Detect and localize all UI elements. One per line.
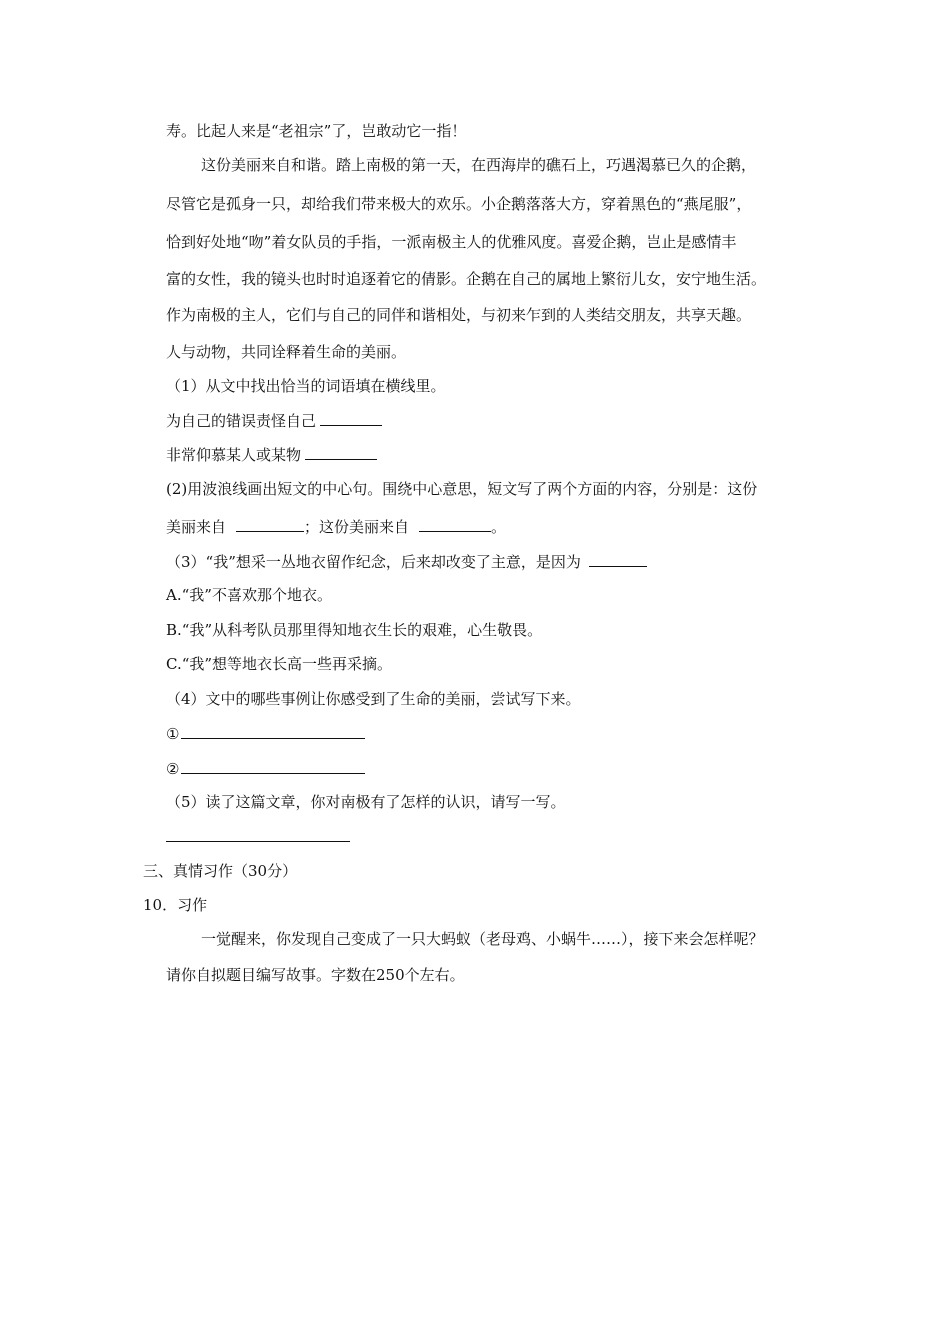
passage-line: 寿。比起人来是“老祖宗”了，岂敢动它一指！ <box>166 122 467 140</box>
question-3-option-a: A.“我”不喜欢那个地衣。 <box>166 586 332 604</box>
writing-prompt-line: 请你自拟题目编写故事。字数在250个左右。 <box>166 966 465 984</box>
passage-line: 恰到好处地“吻”着女队员的手指，一派南极主人的优雅风度。喜爱企鹅，岂止是感情丰 <box>166 233 737 251</box>
answer-blank[interactable] <box>320 410 382 426</box>
answer-blank[interactable] <box>236 516 304 532</box>
answer-blank[interactable] <box>181 723 365 739</box>
question-10-label: 10．习作 <box>143 896 208 914</box>
question-2-prompt-a: 美丽来自 <box>166 518 227 536</box>
question-1a-prompt: 为自己的错误责怪自己 <box>166 412 317 430</box>
section-heading: 三、真情习作（30分） <box>143 862 298 880</box>
question-4-item-1 <box>166 723 365 743</box>
answer-blank[interactable] <box>305 444 377 460</box>
answer-blank[interactable] <box>419 516 491 532</box>
writing-prompt-line: 一觉醒来，你发现自己变成了一只大蚂蚁（老母鸡、小蜗牛……），接下来会怎样呢？ <box>201 930 764 948</box>
question-2-prompt-b: ；这份美丽来自 <box>304 518 410 536</box>
question-1-title: （1）从文中找出恰当的词语填在横线里。 <box>166 377 446 395</box>
passage-line: 富的女性，我的镜头也时时追逐着它的倩影。企鹅在自己的属地上繁衍儿女，安宁地生活。 <box>166 270 767 288</box>
passage-line: 人与动物，共同诠释着生命的美丽。 <box>166 343 407 361</box>
question-4-title: （4）文中的哪些事例让你感受到了生命的美丽，尝试写下来。 <box>166 690 581 708</box>
passage-line: 作为南极的主人，它们与自己的同伴和谐相处，与初来乍到的人类结交朋友，共享天趣。 <box>166 306 752 324</box>
question-3-option-b: B.“我”从科考队员那里得知地衣生长的艰难，心生敬畏。 <box>166 621 543 639</box>
question-2-line1: (2)用波浪线画出短文的中心句。围绕中心意思，短文写了两个方面的内容，分别是：这份 <box>166 480 758 498</box>
item-marker: ① <box>166 725 180 743</box>
question-1a <box>166 410 382 430</box>
question-3-title <box>166 551 647 571</box>
answer-line[interactable] <box>166 841 350 842</box>
answer-blank[interactable] <box>181 758 365 774</box>
question-1b-prompt: 非常仰慕某人或某物 <box>166 446 302 464</box>
question-5-title: （5）读了这篇文章，你对南极有了怎样的认识，请写一写。 <box>166 793 566 811</box>
question-2-line2 <box>166 516 506 536</box>
passage-line: 尽管它是孤身一只，却给我们带来极大的欢乐。小企鹅落落大方，穿着黑色的“燕尾服”， <box>166 195 752 213</box>
item-marker: ② <box>166 760 180 778</box>
question-1b <box>166 444 377 464</box>
question-4-item-2 <box>166 758 365 778</box>
passage-paragraph-start: 这份美丽来自和谐。踏上南极的第一天，在西海岸的礁石上，巧遇渴慕已久的企鹅， <box>201 156 757 174</box>
question-2-prompt-c: 。 <box>491 518 507 536</box>
question-3-prompt: （3）“我”想采一丛地衣留作纪念，后来却改变了主意，是因为 <box>166 553 581 571</box>
answer-blank[interactable] <box>589 551 647 567</box>
question-3-option-c: C.“我”想等地衣长高一些再采摘。 <box>166 655 393 673</box>
